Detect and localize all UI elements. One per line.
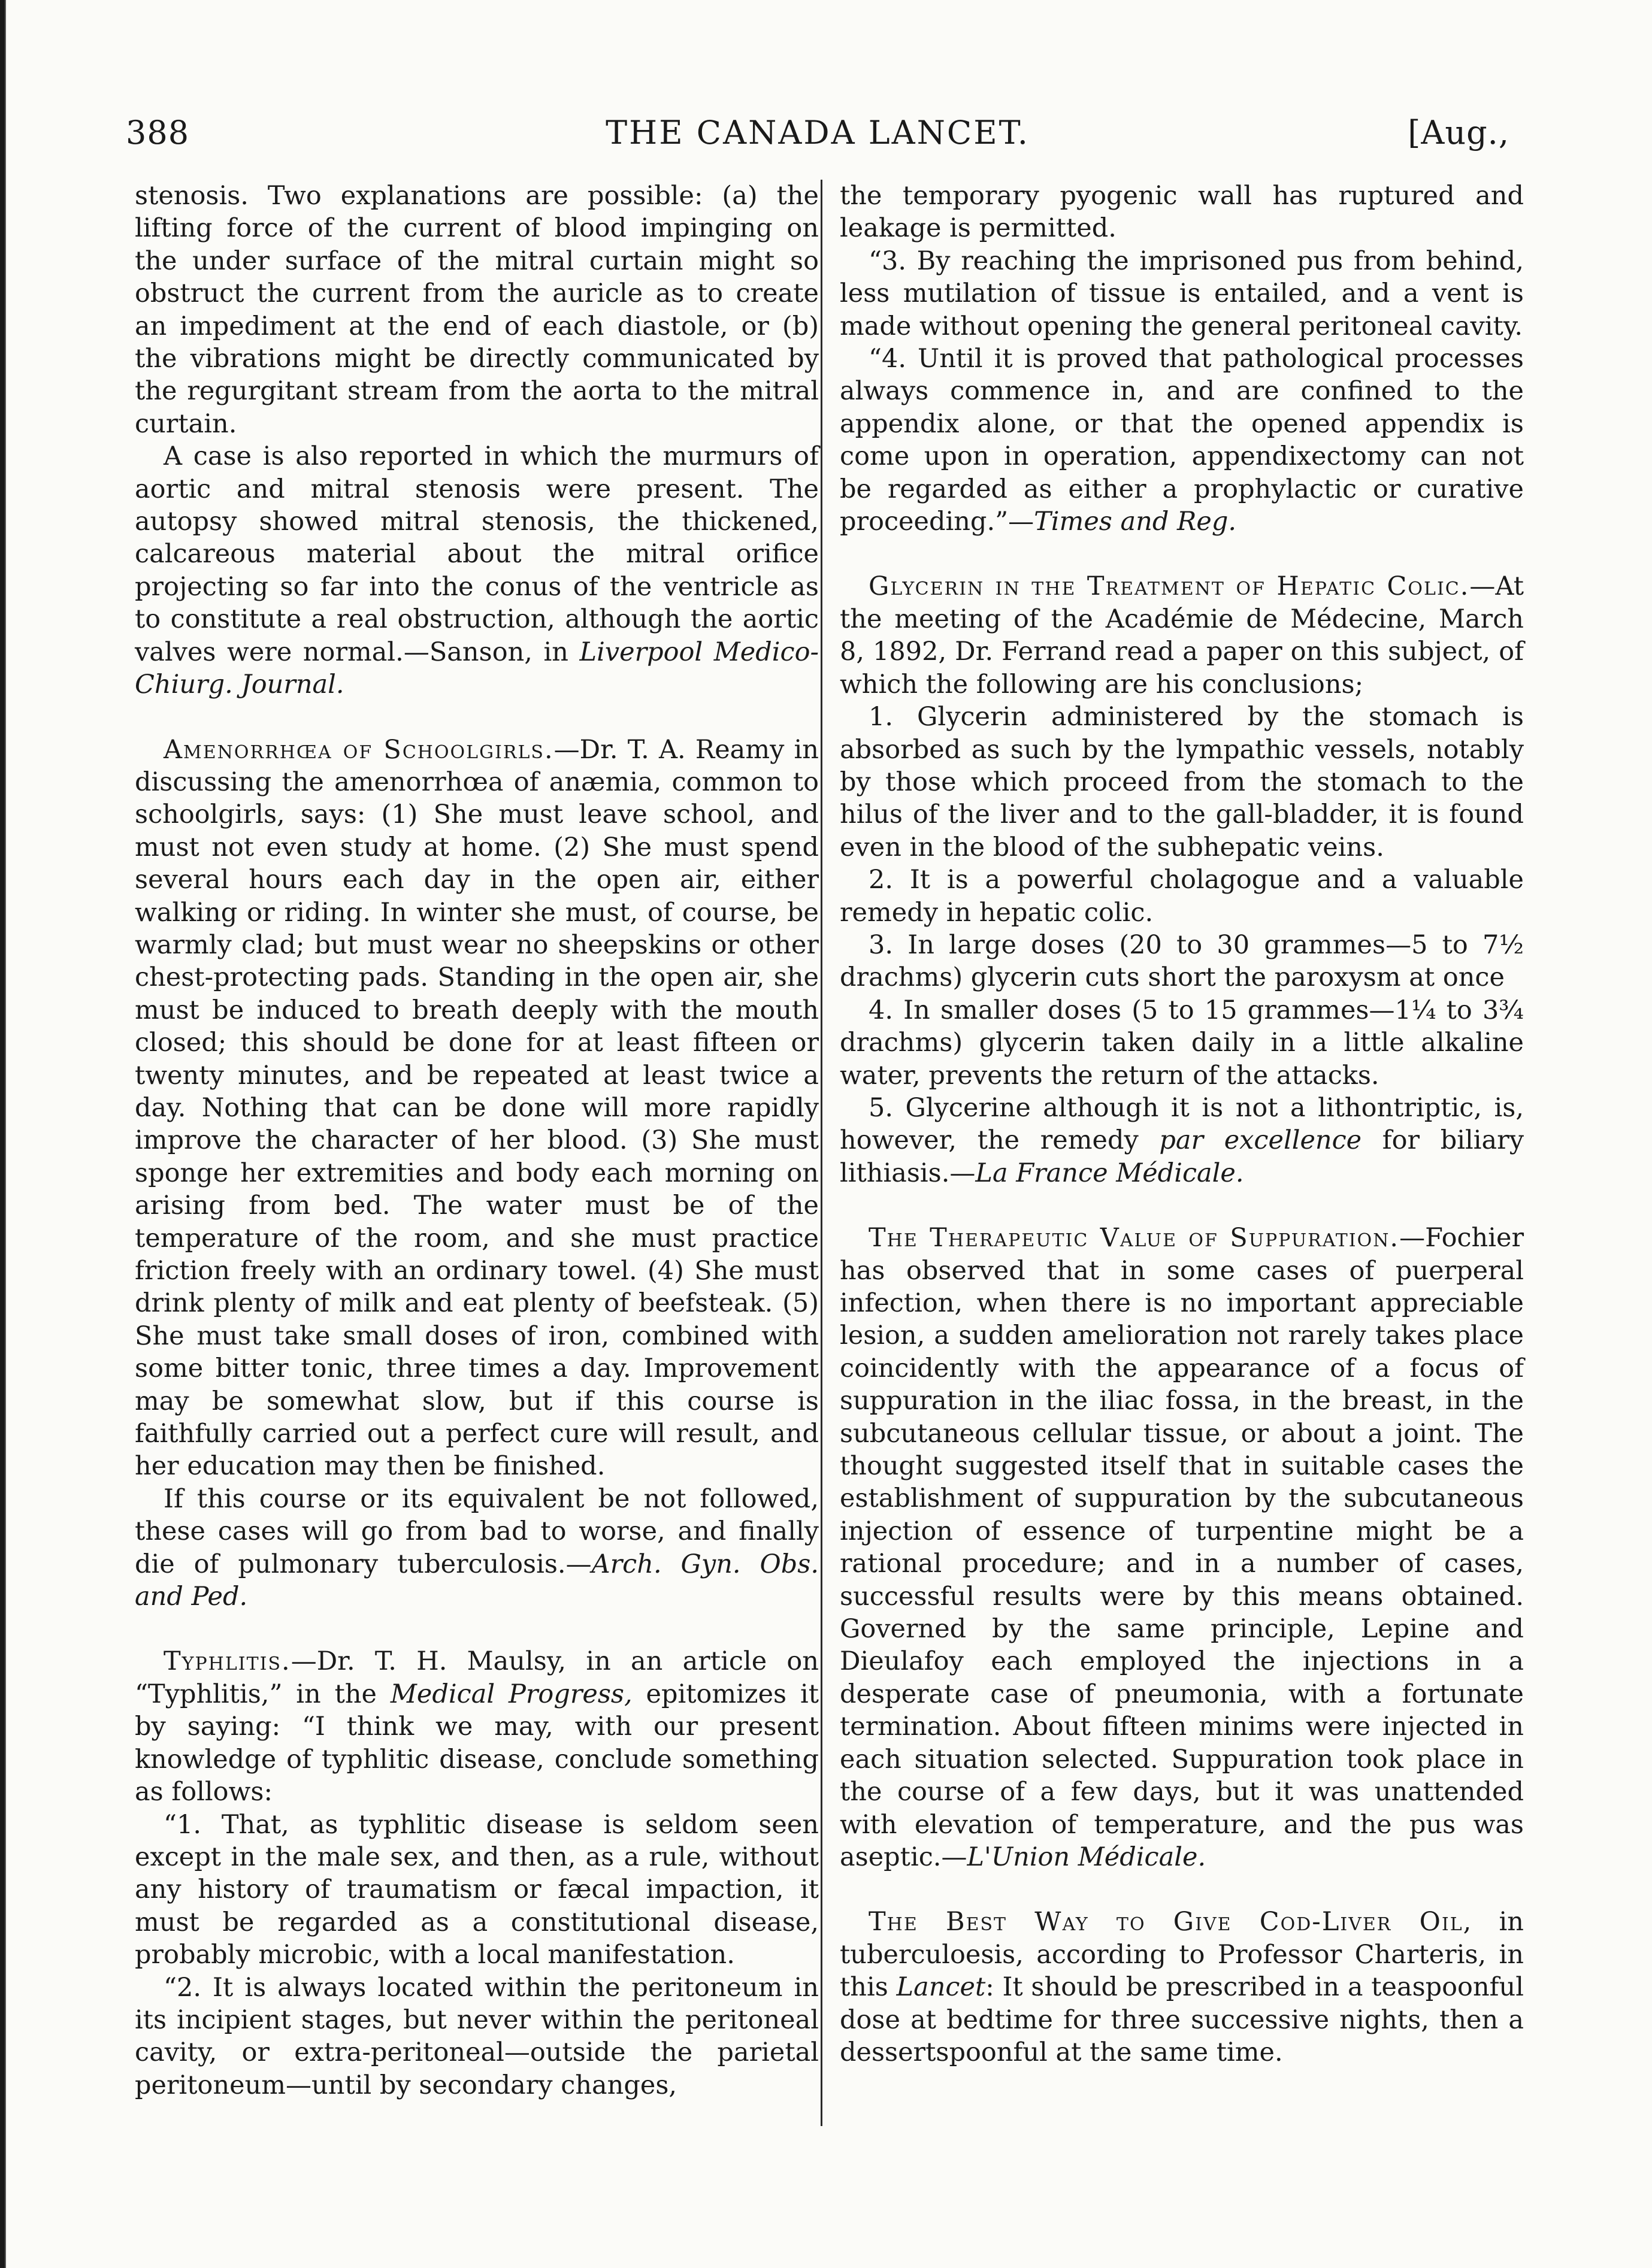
paragraph: stenosis. Two explanations are possible: (a) the lifting force of the current of blood impinging on the under surface of the mitral curtain might so obstruct the current from the auricle as to create an impediment at the end of each diastole, or (b) the vibrations might be directly communicated by the regurgitant stream from the aorta to the mitral curtain. xyxy=(135,181,819,439)
article-glycerin xyxy=(840,570,1524,701)
body-text: in tuberculoesis, according to Professor Charteris, in this xyxy=(840,1907,1524,2003)
issue-month: [Aug., xyxy=(1408,114,1509,152)
column-rule xyxy=(821,180,822,2126)
list-item xyxy=(840,1092,1524,1189)
citation: La France Médicale. xyxy=(975,1158,1244,1188)
paragraph: the temporary pyogenic wall has ruptured and leakage is permitted. xyxy=(840,181,1524,244)
body-text: —At the meeting of the Académie de Médecine, March 8, 1892, Dr. Ferrand read a paper on this subject, of which the following are his conclusions; xyxy=(840,571,1524,700)
body-text: “4. Until it is proved that pathological processes always commence in, and are confined to the appendix alone, or that the opened appendix is come upon in operation, appendixectomy can not be regarded as either a prophylactic or curative proceeding.”— xyxy=(840,344,1524,537)
paragraph xyxy=(135,440,819,701)
page-number: 388 xyxy=(126,114,190,152)
citation: Medical Progress, xyxy=(390,1679,633,1709)
article-amenorrhoea xyxy=(135,734,819,1483)
list-item: 4. In smaller doses (5 to 15 grammes—1¼ to 3¾ drachms) glycerin taken daily in a little alkaline water, prevents the return of the attacks. xyxy=(840,995,1524,1091)
body-text: for biliary lithiasis.— xyxy=(840,1125,1524,1188)
running-header xyxy=(126,114,1509,162)
citation: Liverpool Medico-Chiurg. Journal. xyxy=(135,637,819,700)
page-edge xyxy=(0,0,13,2268)
list-item xyxy=(840,343,1524,538)
article-cod-liver-oil xyxy=(840,1906,1524,2069)
journal-title: THE CANADA LANCET. xyxy=(606,114,1030,152)
body-text: : It should be prescribed in a teaspoonful dose at bedtime for three successive nights, then a dessertspoonful at the same time. xyxy=(840,1972,1524,2067)
left-column xyxy=(135,180,819,2102)
list-item: “2. It is always located within the peritoneum in its incipient stages, but never within the peritoneal cavity, or extra-peritoneal—outside the parietal peritoneum—until by secondary changes, xyxy=(135,1972,819,2100)
citation: Arch. Gyn. Obs. and Ped. xyxy=(135,1549,819,1612)
paragraph xyxy=(135,1483,819,1613)
article-heading: The Therapeutic Value of Suppuration. xyxy=(869,1223,1400,1253)
article-heading: Typhlitis. xyxy=(164,1646,291,1677)
article-heading: Glycerin in the Treatment of Hepatic Colic. xyxy=(869,571,1470,602)
citation: Times and Reg. xyxy=(1034,507,1237,537)
article-heading: The Best Way to Give Cod-Liver Oil, xyxy=(869,1907,1473,1937)
article-typhlitis xyxy=(135,1645,819,1808)
list-item: “1. That, as typhlitic disease is seldom seen except in the male sex, and then, as a rule, without any history of traumatism or fæcal impaction, it must be regarded as a constitutional disease, probably microbic, with a local manifestation. xyxy=(135,1809,819,1970)
list-item: “3. By reaching the imprisoned pus from behind, less mutilation of tissue is entailed, and a vent is made without opening the general peritoneal cavity. xyxy=(840,246,1524,341)
body-text: A case is also reported in which the murmurs of aortic and mitral stenosis were present. The autopsy showed mitral stenosis, the thickened, calcareous material about the mitral orifice projecting so far into the conus of the ventricle as to constitute a real obstruction, although the aortic valves were normal.—Sanson, in xyxy=(135,441,819,667)
body-text: —Dr. T. H. Maulsy, in an article on “Typhlitis,” in the xyxy=(135,1646,819,1709)
citation: L'Union Médicale. xyxy=(967,1842,1206,1872)
body-text: —Dr. T. A. Reamy in discussing the amenorrhœa of anæmia, common to schoolgirls, says: (1) She must leave school, and must not even study at home. (2) She must spend several hours each day in the open air, either walking or riding. In winter she must, of course, be warmly clad; but must wear no sheepskins or other chest-protecting pads. Standing in the open air, she must be induced to breath deeply with the mouth closed; this should be done for at least fifteen or twenty minutes, and be repeated at least twice a day. Nothing that can be done will more rapidly improve the character of her blood. (3) She must sponge her extremities and body each morning on arising from bed. The water must be of the temperature of the room, and she must practice friction freely with an ordinary towel. (4) She must drink plenty of milk and eat plenty of beefsteak. (5) She must take small doses of iron, combined with some bitter tonic, three times a day. Improvement may be somewhat slow, but if this course is faithfully carried out a perfect cure will result, and her education may then be finished. xyxy=(135,734,819,1482)
body-text: If this course or its equivalent be not followed, these cases will go from bad to worse, and finally die of pulmonary tuberculosis.— xyxy=(135,1483,819,1579)
article-heading: Amenorrhœa of Schoolgirls. xyxy=(164,734,554,765)
article-suppuration xyxy=(840,1222,1524,1873)
list-item: 2. It is a powerful cholagogue and a valuable remedy in hepatic colic. xyxy=(840,865,1524,928)
body-text: 5. Glycerine although it is not a lithontriptic, is, however, the remedy xyxy=(840,1092,1524,1156)
right-column xyxy=(840,180,1524,2069)
body-text: —Fochier has observed that in some cases of puerperal infection, when there is no important appreciable lesion, a sudden amelioration not rarely takes place coincidently with the appearance of a focus of suppuration in the iliac fossa, in the breast, in the subcutaneous cellular tissue, or about a joint. The thought suggested itself that in suitable cases the establishment of suppuration by the subcutaneous injection of essence of turpentine might be a rational procedure; and in a number of cases, successful results were by this means obtained. Governed by the same principle, Lepine and Dieulafoy each employed the injections in a desperate case of pneumonia, with a fortunate termination. About fifteen minims were injected in each situation selected. Suppuration took place in the course of a few days, but it was unattended with elevation of temperature, and the pus was aseptic.— xyxy=(840,1223,1524,1872)
body-text: epitomizes it by saying: “I think we may, with our present knowledge of typhlitic disease, conclude something as follows: xyxy=(135,1679,819,1807)
list-item: 3. In large doses (20 to 30 grammes—5 to 7½ drachms) glycerin cuts short the paroxysm at once xyxy=(840,929,1524,993)
emphasis: par excellence xyxy=(1159,1125,1362,1156)
list-item: 1. Glycerin administered by the stomach is absorbed as such by the lympathic vessels, notably by those which proceed from the stomach to the hilus of the liver and to the gall-bladder, it is found even in the blood of the subhepatic veins. xyxy=(840,702,1524,862)
citation: Lancet xyxy=(896,1972,986,2003)
